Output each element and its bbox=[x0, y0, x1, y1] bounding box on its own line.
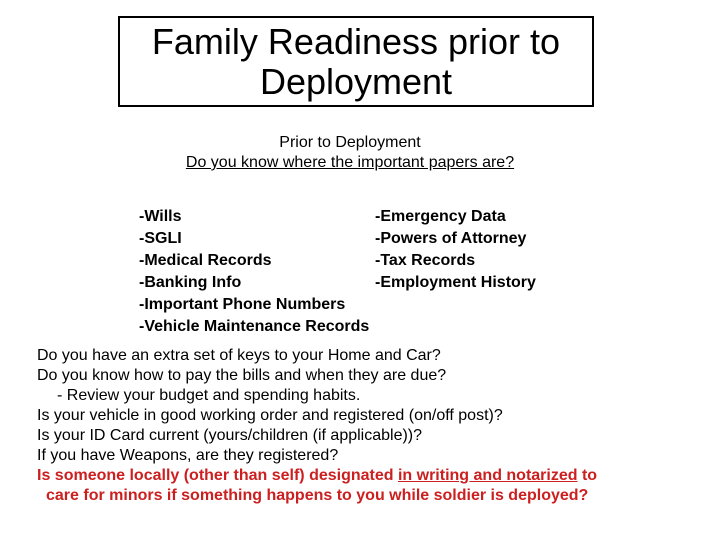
guardian-text-part-1: Is someone locally (other than self) designated bbox=[37, 467, 398, 484]
paper-item-tax-records: -Tax Records bbox=[375, 252, 476, 269]
question-keys: Do you have an extra set of keys to your Home and Car? bbox=[37, 347, 441, 364]
list-item bbox=[139, 228, 579, 250]
intro-question: Do you know where the important papers are? bbox=[185, 154, 515, 171]
list-item bbox=[139, 250, 579, 272]
list-item bbox=[139, 316, 579, 338]
guardian-text-underlined: in writing and notarized bbox=[397, 467, 578, 484]
paper-item-vehicle-maintenance-records: -Vehicle Maintenance Records bbox=[139, 318, 370, 335]
question-id-card: Is your ID Card current (yours/children (if applicable))? bbox=[37, 427, 423, 444]
list-item bbox=[139, 294, 579, 316]
paper-item-medical-records: -Medical Records bbox=[139, 252, 272, 269]
intro-section bbox=[140, 133, 560, 173]
list-item bbox=[139, 272, 579, 294]
readiness-questions bbox=[37, 346, 697, 506]
page-title-line-2: Deployment bbox=[259, 60, 453, 102]
paper-item-powers-of-attorney: -Powers of Attorney bbox=[375, 230, 527, 247]
title-box bbox=[118, 16, 594, 107]
question-guardian-line-1 bbox=[37, 466, 697, 486]
list-item bbox=[139, 206, 579, 228]
paper-item-employment-history: -Employment History bbox=[375, 274, 536, 291]
question-vehicle: Is your vehicle in good working order and registered (on/off post)? bbox=[37, 407, 503, 424]
paper-item-important-phone-numbers: -Important Phone Numbers bbox=[139, 296, 346, 313]
question-weapons: If you have Weapons, are they registered? bbox=[37, 447, 339, 464]
important-papers-list bbox=[139, 206, 579, 338]
question-budget-note: - Review your budget and spending habits. bbox=[57, 387, 361, 404]
paper-item-emergency-data: -Emergency Data bbox=[375, 208, 506, 225]
paper-item-wills: -Wills bbox=[139, 208, 182, 225]
question-guardian-line-2: care for minors if something happens to you while soldier is deployed? bbox=[46, 487, 589, 504]
paper-item-sgli: -SGLI bbox=[139, 230, 182, 247]
question-bills: Do you know how to pay the bills and when they are due? bbox=[37, 367, 447, 384]
paper-item-banking-info: -Banking Info bbox=[139, 274, 242, 291]
page-title-line-1: Family Readiness prior to bbox=[151, 20, 561, 62]
guardian-text-part-2: to bbox=[577, 467, 598, 484]
intro-heading: Prior to Deployment bbox=[279, 134, 421, 151]
